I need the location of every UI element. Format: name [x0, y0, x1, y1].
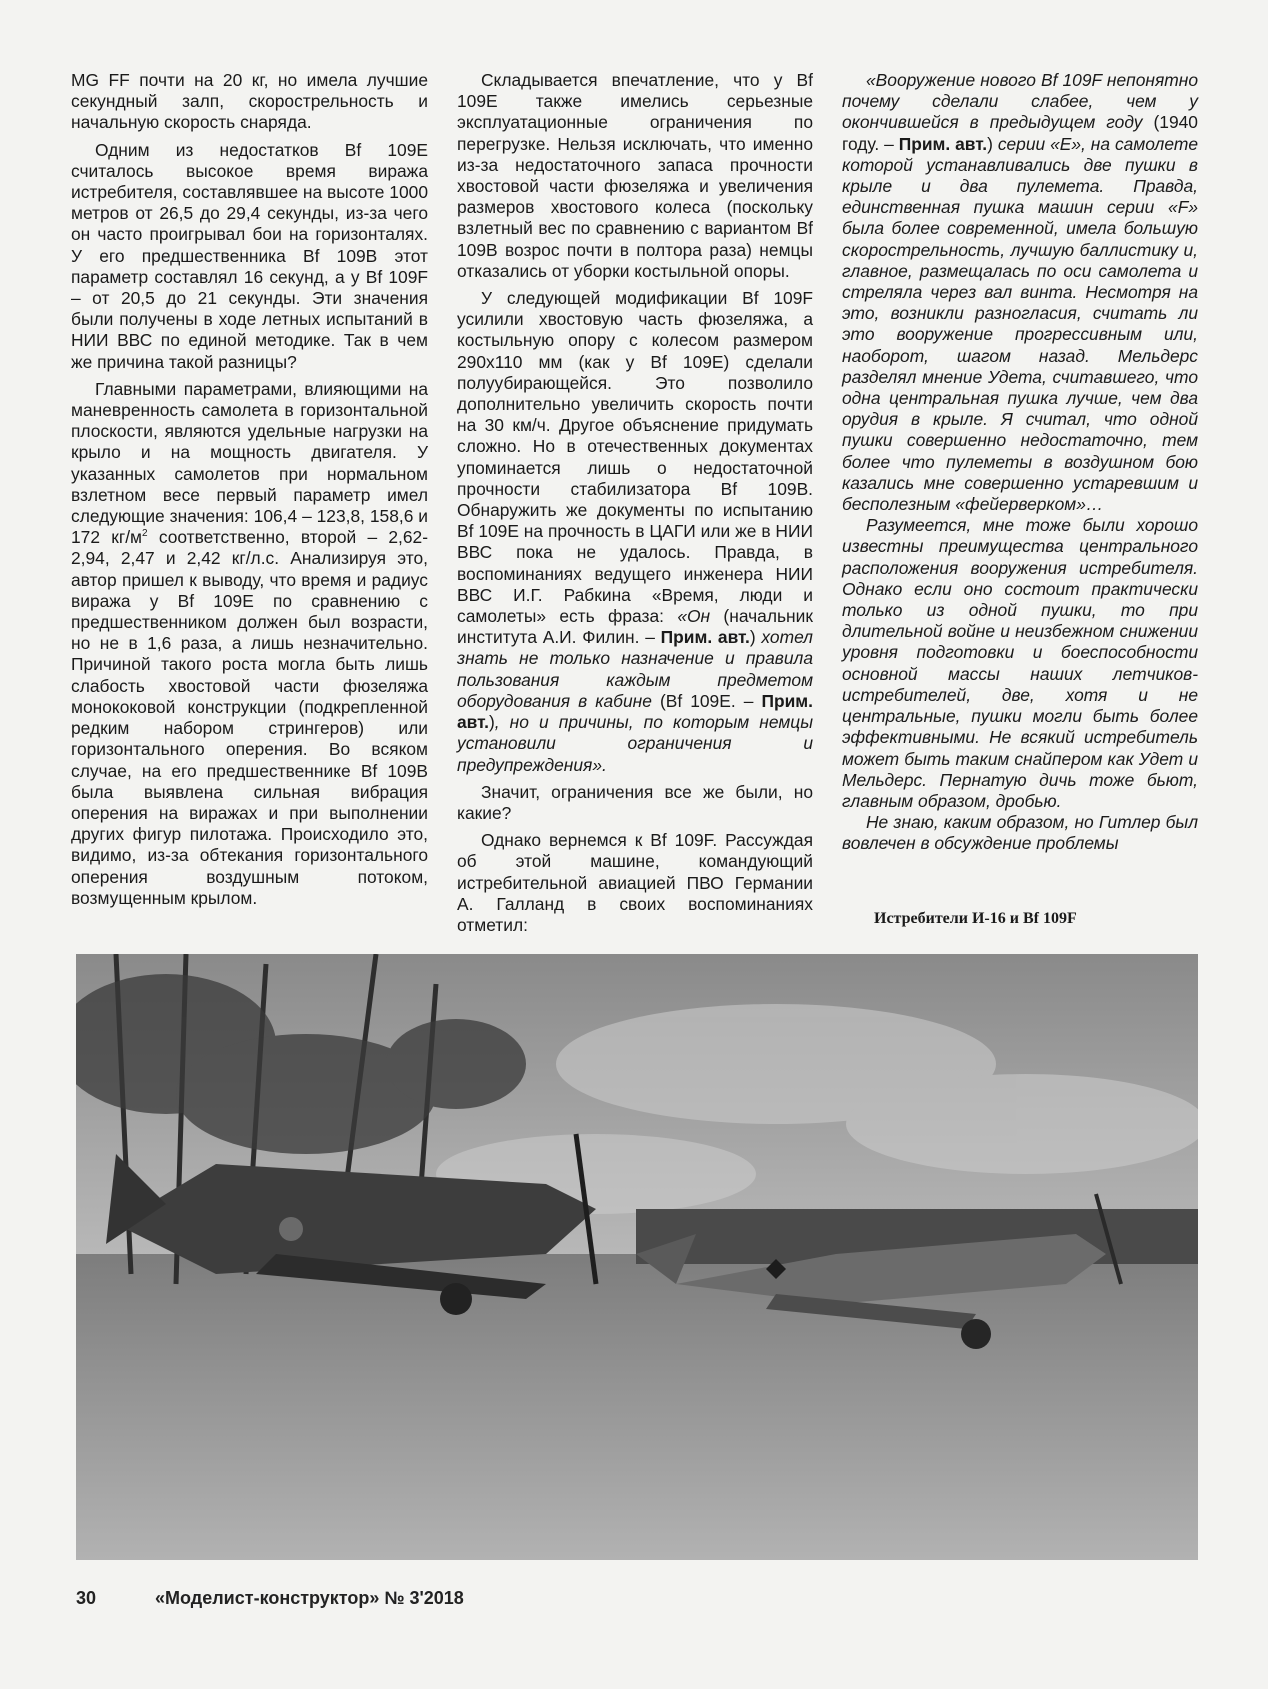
- paragraph: Не знаю, каким образом, но Гитлер был вовлечен в обсуждение проблемы: [842, 812, 1198, 854]
- paragraph: Одним из недостатков Bf 109E считалось высокое время виража истребителя, составлявшее на высоте 1000 метров от 26,5 до 29,4 секунды, из-за чего он часто проигрывал бои на горизонталях. У его предшественника Bf 109B этот параметр составлял 16 секунд, а у Bf 109F – от 20,5 до 21 секунды. Эти значения были получены в ходе летных испытаний в НИИ ВВС по единой методике. Так в чем же причина такой разницы?: [71, 139, 428, 372]
- paragraph: Разумеется, мне тоже были хорошо известны преимущества центрального расположения вооружения истребителя. Однако если оно состоит практически только из одной пушки, то при длительной войне и неизбежном снижении уровня подготовки и боеспособности основной массы наших летчиков-истребителей, две, хотя и не центральные, пушки могли быть более эффективными. Не всякий истребитель может быть таким снайпером как Удет и Мельдерс. Пернатую дичь тоже бьют, главным образом, дробью.: [842, 515, 1198, 811]
- paragraph: MG FF почти на 20 кг, но имела лучшие секундный залп, скорострельность и начальную скорость снаряда.: [71, 70, 428, 133]
- author-note: (Bf 109E. –: [659, 690, 754, 711]
- text-column-2: [457, 70, 813, 936]
- airfield-ground: [76, 1254, 1198, 1560]
- page-number: 30: [76, 1588, 97, 1608]
- author-note: ): [488, 712, 495, 733]
- author-note: ): [987, 133, 993, 154]
- author-note: (1940 году. –: [842, 112, 1198, 154]
- paragraph: Складывается впечатление, что у Bf 109E также имелись серьезные эксплуатационные ограничения по перегрузке. Нельзя исключать, что именно из-за недостаточного запаса прочности хвостовой части фюзеляжа и увеличения размеров хвостового колеса (поскольку взлетный вес по сравнению с вариантом Bf 109B возрос почти в полтора раза) немцы отказались от уборки костыльной опоры.: [457, 70, 813, 281]
- author-note: (начальник института А.И. Филин. –: [457, 606, 813, 648]
- paragraph-text: У следующей модификации Bf 109F усилили хвостовую часть фюзеляжа, а костыльную опору с колесом размером 290x110 мм (как у Bf 109E) сделали полуубирающейся. Это позволило дополнительно увеличить скорость почти на 30 км/ч. Другое объяснение придумать сложно. Но в отечественных документах упоминается лишь о недостаточной прочности стабилизатора Bf 109B. Обнаружить же документы по испытанию Bf 109E на прочность в ЦАГИ или же в НИИ ВВС пока не удалось. Правда, в воспоминаниях ведущего инженера НИИ ВВС И.Г. Рабкина «Время, люди и самолеты» есть фраза:: [457, 288, 813, 627]
- quote-text: , но и причины, по которым немцы установили ограничения и предупреждения».: [457, 712, 813, 775]
- photo-illustration: [76, 954, 1198, 1560]
- author-note: ): [749, 627, 756, 648]
- paragraph: [842, 70, 1198, 515]
- paragraph: Значит, ограничения все же были, но какие?: [457, 781, 813, 823]
- photo-fighters-on-airfield: [76, 954, 1198, 1560]
- magazine-title: «Моделист-конструктор» № 3'2018: [155, 1588, 464, 1608]
- paragraph-text: соответственно, второй – 2,62-2,94, 2,47 и 2,42 кг/л.с. Анализируя это, автор пришел к выводу, что время и радиус виража у Bf 109E по сравнению с предшественником должен был возрасти, но не в 1,6 раза, а лишь незначительно. Причиной такого роста могла быть лишь слабость хвостовой части фюзеляжа монококовой конструкции (подкрепленной редким набором стрингеров) или горизонтального оперения. Во всяком случае, на его предшественнике Bf 109B была выявлена сильная вибрация оперения на виражах и при выполнении других фигур пилотажа. Происходило это, видимо, из-за обтекания горизонтального оперения воздушным потоком, возмущенным крылом.: [71, 527, 428, 908]
- quote-text: хотел знать не только назначение и правила пользования каждым предметом оборудования в кабине: [457, 627, 813, 711]
- quote-text: серии «E», на самолете которой устанавливались две пушки в крыле и два пулемета. Правда, единственная пушка машин серии «F» была более современной, имела большую скорострельность, лучшую баллистику и, главное, размещалась по оси самолета и стреляла через вал винта. Несмотря на это, возникли разногласия, считать ли это вооружение прогрессивным или, наоборот, шагом назад. Мельдерс разделял мнение Удета, считавшего, что одна центральная пушка лучше, чем два орудия в крыле. Я считал, что одной пушки совершенно недостаточно, тем более что пулеметы в воздушном бою казались мне совершенно устаревшим и бесполезным «фейерверком»…: [842, 133, 1198, 515]
- text-column-3: [842, 70, 1198, 855]
- paragraph: [71, 379, 428, 909]
- paragraph: [457, 288, 813, 776]
- page-footer: [76, 1588, 464, 1609]
- author-note-label: Прим. авт.: [457, 690, 813, 733]
- quote-text: «Вооружение нового Bf 109F непонятно почему сделали слабее, чем у окончившейся в предыдущем году: [842, 70, 1198, 133]
- paragraph-text: Главными параметрами, влияющими на маневренность самолета в горизонтальной плоскости, являются удельные нагрузки на крыло и на мощность двигателя. У указанных самолетов при нормальном взлетном весе первый параметр имел следующие значения: 106,4 – 123,8, 158,6 и 172 кг/м: [71, 378, 428, 548]
- text-column-1: [71, 70, 428, 909]
- author-note-label: Прим. авт.: [898, 133, 988, 154]
- superscript: 2: [142, 528, 148, 540]
- quote-text: «Он: [677, 606, 711, 627]
- photo-caption: Истребители И-16 и Bf 109F: [874, 910, 1077, 927]
- author-note-label: Прим. авт.: [660, 627, 750, 648]
- paragraph: Однако вернемся к Bf 109F. Рассуждая об этой машине, командующий истребительной авиацией ПВО Германии А. Галланд в своих воспоминаниях отметил:: [457, 830, 813, 935]
